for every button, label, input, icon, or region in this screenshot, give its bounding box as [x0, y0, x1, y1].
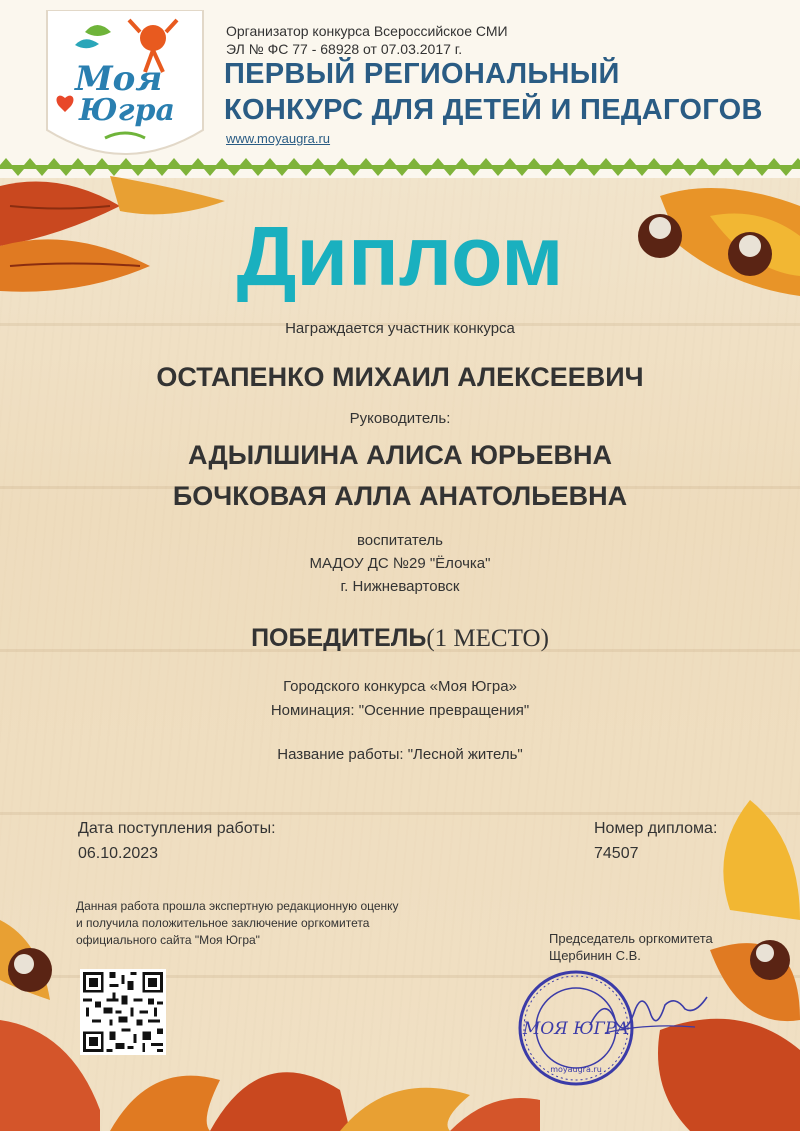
- organizer-line1: Организатор конкурса Всероссийское СМИ: [226, 23, 508, 39]
- received-date-label: Дата поступления работы:: [78, 820, 276, 837]
- diploma-heading: Диплом: [236, 209, 564, 303]
- result-title: [0, 624, 800, 653]
- moya-yugra-logo: [45, 10, 205, 168]
- result-place: (1 МЕСТО): [426, 625, 549, 652]
- chairman-name: Щербинин С.В.: [549, 948, 641, 963]
- supervisor-label: Руководитель:: [349, 410, 451, 427]
- supervisor-position: воспитатель: [357, 532, 443, 549]
- chairman-title: Председатель оргкомитета: [549, 931, 713, 946]
- organization-name: МАДОУ ДС №29 "Ёлочка": [309, 555, 491, 572]
- city-name: г. Нижневартовск: [340, 578, 460, 595]
- autumn-leaves-bottom-right: [650, 800, 800, 1131]
- contest-title-line1: ПЕРВЫЙ РЕГИОНАЛЬНЫЙ: [224, 58, 620, 90]
- diploma-number-value: 74507: [594, 845, 639, 862]
- result-main: ПОБЕДИТЕЛЬ: [251, 624, 427, 652]
- participant-name: ОСТАПЕНКО МИХАИЛ АЛЕКСЕЕВИЧ: [156, 362, 644, 392]
- received-date-value: 06.10.2023: [78, 845, 159, 862]
- chairman-signature: [585, 985, 710, 1045]
- diploma-number-label: Номер диплома:: [594, 820, 718, 837]
- note-line1: Данная работа прошла экспертную редакционную оценку: [76, 899, 399, 913]
- site-link[interactable]: www.moyaugra.ru: [226, 131, 331, 146]
- note-line2: и получила положительное заключение оргкомитета: [76, 916, 370, 930]
- qr-code[interactable]: [80, 969, 166, 1055]
- expert-review-note: [76, 898, 456, 949]
- contest-title-line2: КОНКУРС ДЛЯ ДЕТЕЙ И ПЕДАГОГОВ: [224, 94, 763, 126]
- note-line3: официального сайта "Моя Югра": [76, 933, 260, 947]
- organizer-line2: ЭЛ № ФС 77 - 68928 от 07.03.2017 г.: [226, 41, 463, 57]
- logo-text-line2: Югра: [79, 93, 175, 128]
- awarded-text: Награждается участник конкурса: [285, 320, 515, 337]
- work-title: Название работы: "Лесной житель": [277, 746, 523, 763]
- chairman-block: [549, 930, 713, 964]
- supervisor-name-1: АДЫЛШИНА АЛИСА ЮРЬЕВНА: [188, 440, 612, 470]
- stamp-text: МОЯ ЮГРА: [522, 1019, 630, 1039]
- contest-name: Городского конкурса «Моя Югра»: [283, 678, 517, 695]
- logo-text-line1: Моя: [75, 59, 163, 99]
- supervisor-name-2: БОЧКОВАЯ АЛЛА АНАТОЛЬЕВНА: [172, 481, 628, 511]
- autumn-leaves-bottom: [110, 1040, 540, 1131]
- stamp-url: moyaugra.ru: [550, 1065, 602, 1074]
- nomination: Номинация: "Осенние превращения": [270, 702, 530, 719]
